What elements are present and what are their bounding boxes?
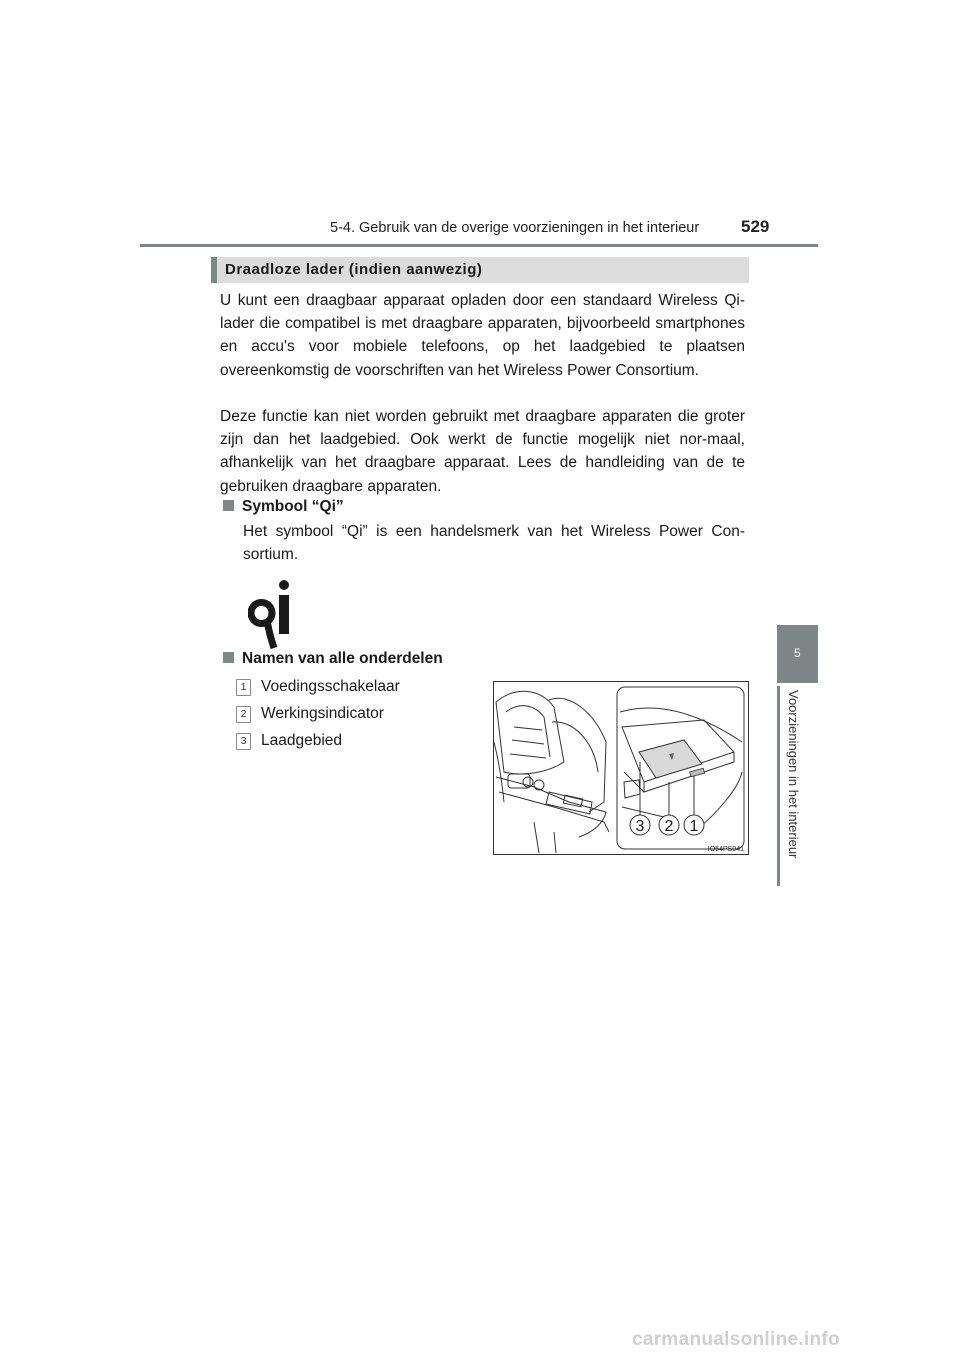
- parts-heading-text: Namen van alle onderdelen: [242, 650, 443, 667]
- qi-logo-icon: [248, 578, 294, 650]
- section-heading-bar: [211, 257, 749, 283]
- watermark: carmanualsonline.info: [632, 1329, 840, 1350]
- callout-label: 2: [664, 818, 674, 835]
- limitation-paragraph: Deze functie kan niet worden gebruikt met draagbare apparaten die groter zijn dan het laadgebied. Ook werkt de functie mogelijk niet nor-maal, afhankelijk van het draagbare apparaat. Lees de handleiding van de te gebruiken draagbare apparaten.: [220, 408, 745, 495]
- callout-label: 1: [689, 818, 699, 835]
- page-number: 529: [741, 217, 770, 236]
- chapter-tab-line: [777, 686, 780, 886]
- wireless-charger-illustration: [493, 681, 749, 855]
- intro-paragraph: U kunt een draagbaar apparaat opladen door een standaard Wireless Qi-lader die compatibel is met draagbare apparaten, bijvoorbeeld smartphones en accu's voor mobiele telefoons, op het laadgebied te plaatsen overeenkomstig de voorschriften van het Wireless Power Consortium.: [220, 292, 745, 379]
- part-label: Voedingsschakelaar: [261, 678, 400, 695]
- part-label: Laadgebied: [261, 732, 343, 749]
- list-item: [236, 705, 384, 723]
- list-item: [236, 732, 342, 750]
- callout-number: 1: [236, 679, 251, 696]
- section-title: Draadloze lader (indien aanwezig): [225, 261, 483, 278]
- header-rule: [140, 244, 818, 247]
- chapter-header: 5-4. Gebruik van de overige voorzieningen in het interieur: [330, 220, 700, 236]
- figure-code: IO54PS041: [707, 846, 744, 853]
- chapter-tab-number: 5: [794, 646, 801, 660]
- symbol-paragraph: Het symbool “Qi” is een handelsmerk van het Wireless Power Con-sortium.: [243, 523, 745, 564]
- square-bullet-icon: [223, 652, 234, 663]
- callout-number: 2: [236, 706, 251, 723]
- list-item: [236, 678, 400, 696]
- chapter-tab-label: Voorzieningen in het interieur: [786, 690, 801, 859]
- symbol-heading-text: Symbool “Qi”: [242, 498, 344, 515]
- part-label: Werkingsindicator: [261, 705, 384, 722]
- section-accent: [211, 257, 217, 283]
- parts-heading: [223, 650, 443, 668]
- console-line-drawing: [494, 682, 748, 854]
- callout-label: 3: [635, 818, 645, 835]
- chapter-tab: [777, 625, 818, 683]
- symbol-heading: [223, 498, 344, 516]
- callout-number: 3: [236, 733, 251, 750]
- square-bullet-icon: [223, 500, 234, 511]
